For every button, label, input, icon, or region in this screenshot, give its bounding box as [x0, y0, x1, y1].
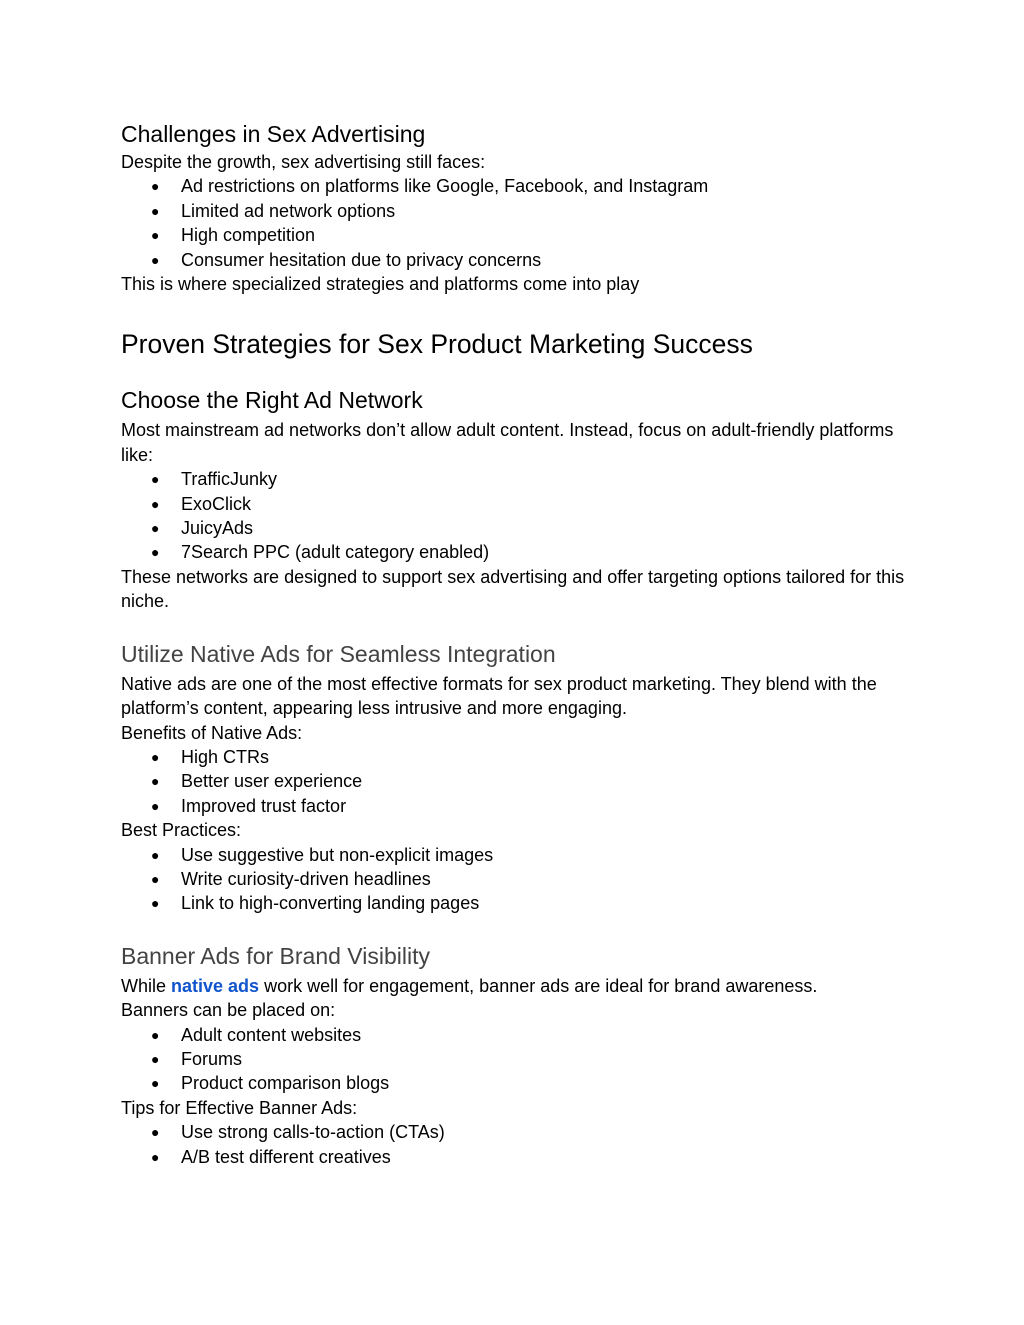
list-item: ● Ad restrictions on platforms like Google, Facebook, and Instagram	[121, 174, 911, 198]
banner-ads-intro	[121, 974, 911, 998]
list-item: ● High CTRs	[121, 745, 911, 769]
banner-tips-label: Tips for Effective Banner Ads:	[121, 1097, 358, 1118]
list-item: ● Link to high-converting landing pages	[121, 891, 911, 915]
list-item: ● Use strong calls-to-action (CTAs)	[121, 1120, 911, 1144]
native-ads-heading: Utilize Native Ads for Seamless Integration	[121, 640, 556, 667]
list-item: ● ExoClick	[121, 492, 911, 516]
native-ads-link[interactable]: native ads	[171, 975, 260, 996]
list-item: ● Write curiosity-driven headlines	[121, 867, 911, 891]
banner-ads-heading: Banner Ads for Brand Visibility	[121, 942, 430, 969]
challenges-intro: Despite the growth, sex advertising still faces:	[121, 152, 486, 172]
native-ads-intro: Native ads are one of the most effective formats for sex product marketing. They blend with the platform’s content, appearing less intrusive and more engaging.	[121, 673, 877, 719]
native-practices-label: Best Practices:	[121, 820, 242, 841]
list-item: ● Forums	[121, 1047, 911, 1071]
banner-places-list	[121, 1023, 911, 1096]
list-item: ● Consumer hesitation due to privacy concerns	[121, 248, 911, 272]
list-item: ● A/B test different creatives	[121, 1145, 911, 1169]
list-item: ● High competition	[121, 223, 911, 247]
list-item: ● 7Search PPC (adult category enabled)	[121, 540, 911, 564]
ad-network-list	[121, 467, 911, 565]
ad-network-outro: These networks are designed to support sex advertising and offer targeting options tailored for this niche.	[121, 566, 905, 612]
list-item: ● TrafficJunky	[121, 467, 911, 491]
challenges-outro: This is where specialized strategies and platforms come into play	[121, 274, 640, 295]
banner-intro-before: While	[121, 975, 172, 996]
banner-placed-label: Banners can be placed on:	[121, 1000, 336, 1021]
document-page	[121, 118, 911, 1169]
challenges-heading: Challenges in Sex Advertising	[121, 121, 426, 147]
list-item: ● JuicyAds	[121, 516, 911, 540]
native-practices-list	[121, 843, 911, 916]
banner-tips-list	[121, 1120, 911, 1169]
strategies-heading: Proven Strategies for Sex Product Marketing Success	[121, 329, 753, 360]
challenges-list	[121, 174, 911, 272]
list-item: ● Product comparison blogs	[121, 1071, 911, 1095]
list-item: ● Adult content websites	[121, 1023, 911, 1047]
banner-intro-after: work well for engagement, banner ads are ideal for brand awareness.	[259, 975, 818, 996]
list-item: ● Improved trust factor	[121, 794, 911, 818]
native-benefits-label: Benefits of Native Ads:	[121, 722, 303, 743]
ad-network-intro: Most mainstream ad networks don’t allow adult content. Instead, focus on adult-friendly platforms like:	[121, 420, 894, 465]
native-benefits-list	[121, 745, 911, 818]
list-item: ● Use suggestive but non-explicit images	[121, 843, 911, 867]
list-item: ● Better user experience	[121, 769, 911, 793]
list-item: ● Limited ad network options	[121, 199, 911, 223]
ad-network-heading: Choose the Right Ad Network	[121, 387, 423, 414]
